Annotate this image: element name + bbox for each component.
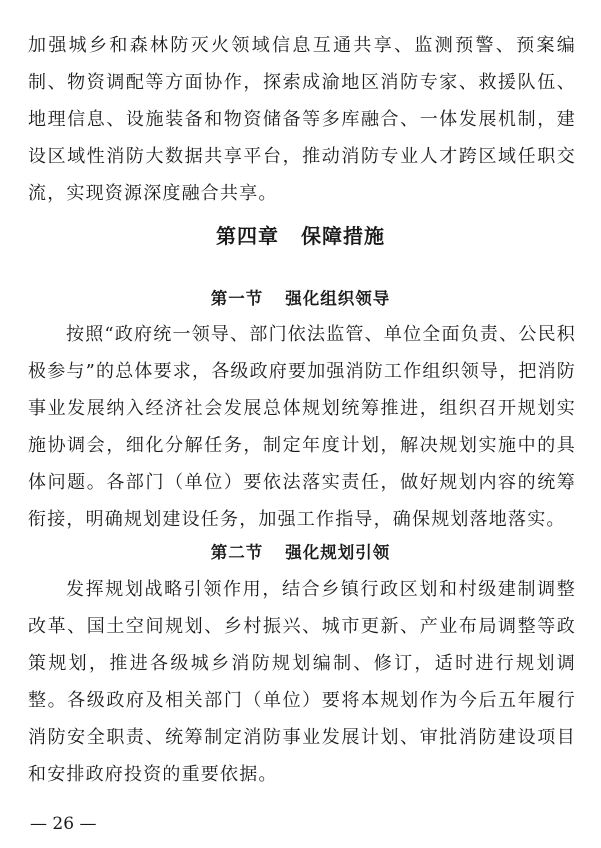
section-number: 第二节 bbox=[210, 543, 264, 562]
section-title: 强化规划引领 bbox=[285, 543, 391, 562]
page-number: — 26 — bbox=[30, 814, 97, 834]
section-number: 第一节 bbox=[210, 289, 264, 308]
section-body-1: 按照“政府统一领导、部门依法监管、单位全面负责、公民积极参与”的总体要求，各级政府要加强消防工作组织领导，把消防事业发展纳入经济社会发展总体规划统筹推进，组织召开规划实施协调会，细化分解任务，制定年度计划，解决规划实施中的具体问题。各部门（单位）要依法落实责任，做好规划内容的统筹衔接，明确规划建设任务，加强工作指导，确保规划落地落实。 bbox=[28, 324, 576, 530]
chapter-heading bbox=[0, 220, 601, 249]
section-heading-2 bbox=[0, 539, 601, 563]
section-title: 强化组织领导 bbox=[285, 289, 391, 308]
section-heading-1 bbox=[0, 285, 601, 309]
chapter-number: 第四章 bbox=[216, 224, 279, 248]
chapter-title: 保障措施 bbox=[301, 224, 385, 248]
section-body-2: 发挥规划战略引领作用，结合乡镇行政区划和村级建制调整改革、国土空间规划、乡村振兴、城市更新、产业布局调整等政策规划，推进各级城乡消防规划编制、修订，适时进行规划调整。各级政府及相关部门（单位）要将本规划作为今后五年履行消防安全职责、统筹制定消防事业发展计划、审批消防建设项目和安排政府投资的重要依据。 bbox=[28, 579, 576, 785]
intro-paragraph: 加强城乡和森林防灭火领域信息互通共享、监测预警、预案编制、物资调配等方面协作，探索成渝地区消防专家、救援队伍、地理信息、设施装备和物资储备等多库融合、一体发展机制，建设区域性消防大数据共享平台，推动消防专业人才跨区域任职交流，实现资源深度融合共享。 bbox=[28, 35, 576, 204]
